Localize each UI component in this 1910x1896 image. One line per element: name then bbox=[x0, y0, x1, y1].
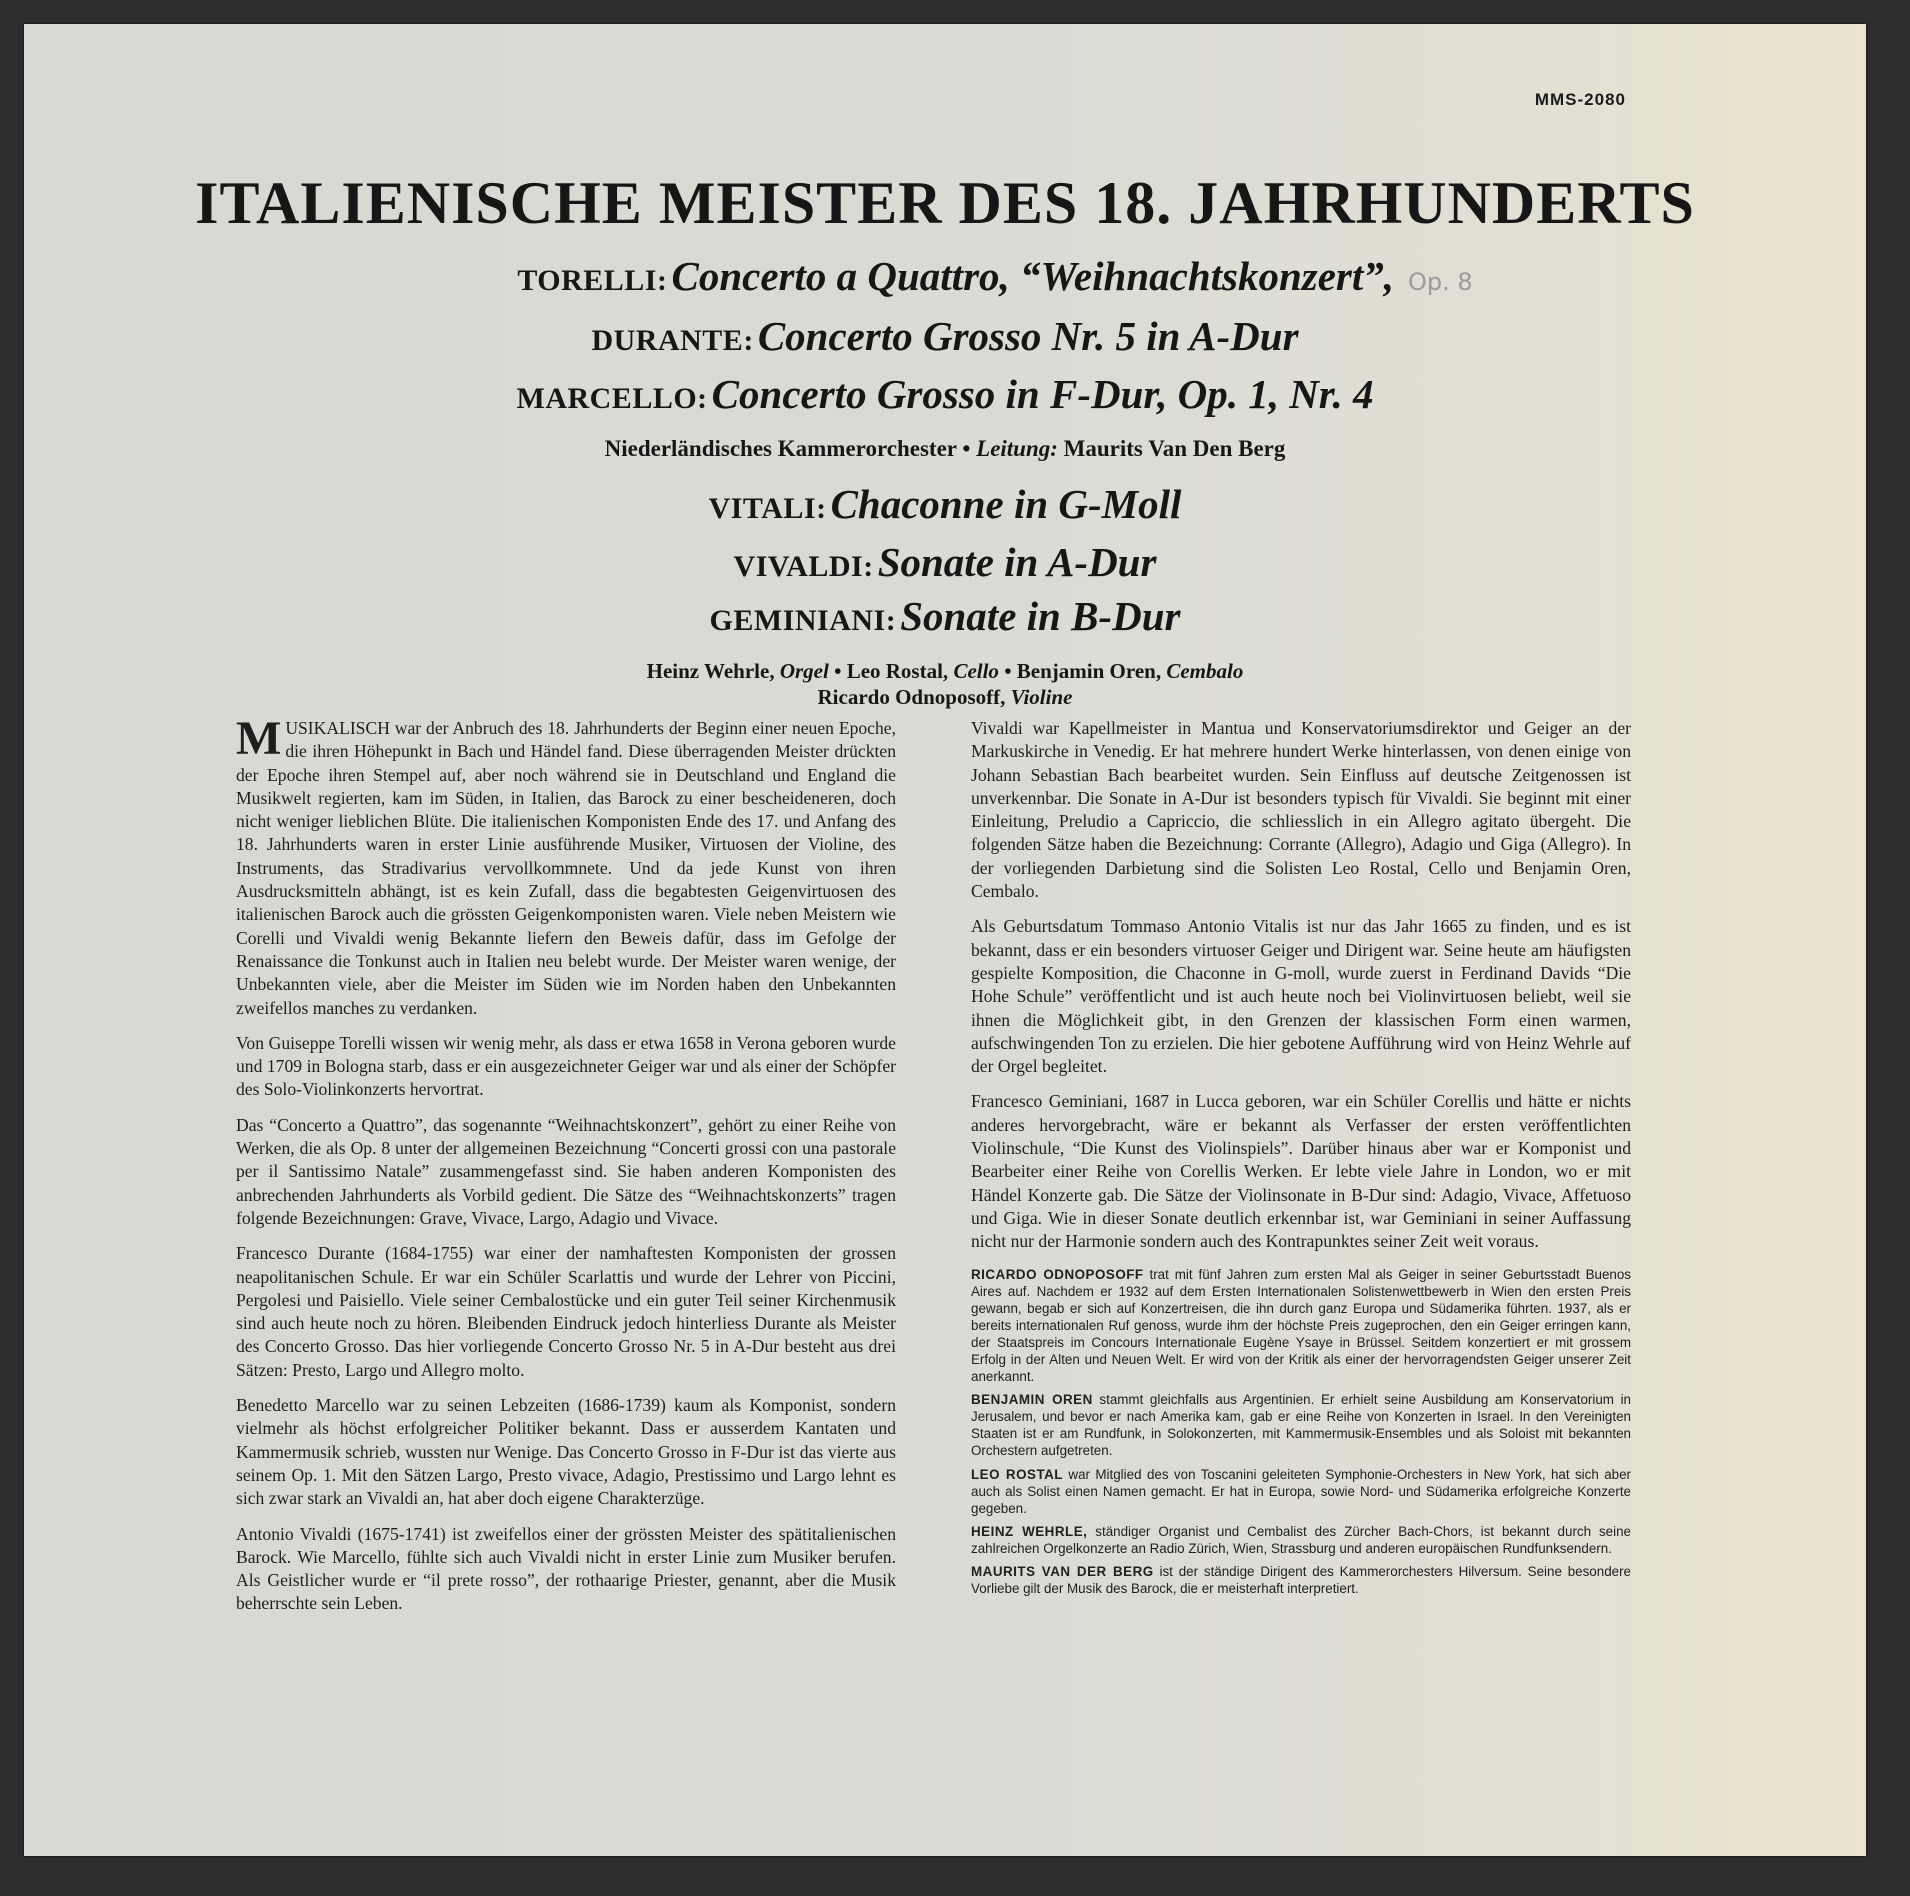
leitung-label: Leitung: bbox=[976, 436, 1058, 461]
paragraph-durante: Francesco Durante (1684-1755) war einer der namhaftesten Komponisten der grossen neapolitanischen Schule. Er war ein Schüler Scarlattis und wurde der Lehrer von Piccini, Pergolesi und Paisiello. Viele seiner Cembalostücke und ein guter Teil seiner Kirchenmusik sind auch heute noch zu hören. Bleibenden Eindruck jedoch hinterliess Durante als Meister des Concerto Grosso. Das hier vorliegende Concerto Grosso Nr. 5 in A-Dur besteht aus drei Sätzen: Presto, Largo und Allegro molto. bbox=[236, 1243, 896, 1380]
work-composer: DURANTE: bbox=[591, 324, 754, 357]
work-composer: MARCELLO: bbox=[516, 382, 708, 415]
soloists-line-1 bbox=[24, 658, 1866, 684]
bio-text: ist der ständige Dirigent des Kammerorchesters Hilversum. Seine besondere Vorliebe gilt der Musik des Barock, die er meisterhaft interpretiert. bbox=[971, 1564, 1631, 1597]
bio-name: HEINZ WEHRLE, bbox=[971, 1523, 1088, 1539]
intro-text: USIKALISCH war der Anbruch des 18. Jahrhunderts der Beginn einer neuen Epoche, die ihren Höhepunkt in Bach und Händel fand. Diese überragenden Meister drückten der Epoche ihren Stempel auf, aber noch während sie in Deutschland und England die Musikwelt regierten, kam im Süden, in Italien, das Barock zu einer bescheideneren, doch nicht weniger lieblichen Blüte. Die italienischen Komponisten Ende des 17. und Anfang des 18. Jahrhunderts waren in erster Linie ausführende Musiker, Virtuosen der Violine, des Instruments, das Stradivarius vervollkommnete. Und da jede Kunst von ihren Ausdrucksmitteln abhängt, ist es kein Zufall, dass die begabtesten Geigenvirtuosen des italienischen Barock auch die grössten Geigenkomponisten waren. Viele neben Meistern wie Corelli und Vivaldi wenig Bekannte liefern den Beweis dafür, dass im Gefolge der Renaissance die Tonkunst auch in Italien neu belebt wurde. Der Meister waren wenige, der Unbekannten viele, aber die Meister im Süden wie im Norden haben den Unbekannten zweifellos manches zu verdanken. bbox=[236, 718, 896, 1018]
liner-notes-left-column bbox=[236, 712, 896, 1628]
paragraph-vivaldi: Antonio Vivaldi (1675-1741) ist zweifellos einer der grössten Meister des spätitalienischen Barock. Wie Marcello, fühlte sich auch Vivaldi nicht in erster Linie zum Musiker berufen. Als Geistlicher wurde er “il prete rosso”, der rothaarige Priester, genannt, aber die Musik beherrschte sein Leben. bbox=[236, 1523, 896, 1614]
bio-name: BENJAMIN OREN bbox=[971, 1392, 1093, 1408]
work-marcello bbox=[24, 371, 1866, 430]
liner-notes-right-column bbox=[971, 717, 1631, 1603]
work-composer: GEMINIANI: bbox=[709, 604, 897, 637]
soloist-instrument: Violine bbox=[1010, 685, 1073, 710]
handwritten-note: Op. 8 bbox=[1408, 268, 1473, 296]
soloist-instrument: Orgel bbox=[779, 659, 829, 683]
bio-name: RICARDO ODNOPOSOFF bbox=[971, 1266, 1144, 1282]
work-vivaldi bbox=[24, 539, 1866, 596]
soloist-name: Benjamin Oren, bbox=[1016, 659, 1162, 683]
work-torelli bbox=[124, 253, 1866, 316]
main-title: ITALIENISCHE MEISTER DES 18. JAHRHUNDERTS bbox=[195, 170, 1695, 236]
work-title: Sonate in B-Dur bbox=[900, 593, 1181, 639]
bio-odnoposoff bbox=[971, 1266, 1631, 1386]
work-title: Concerto Grosso in F-Dur, Op. 1, Nr. 4 bbox=[711, 371, 1374, 417]
separator-dot: • bbox=[962, 436, 971, 461]
paragraph-concerto-quattro: Das “Concerto a Quattro”, das sogenannte “Weihnachtskonzert”, gehört zu einer Reihe von Werken, die als Op. 8 unter der allgemeinen Bezeichnung “Concerti grossi con una pastorale per il Santissimo Natale” zusammengefasst sind. Sie haben anderen Komponisten des anbrechenden Jahrhunderts als Vorbild gedient. Die Sätze des “Weihnachtskonzerts” tragen folgende Bezeichnungen: Grave, Vivace, Largo, Adagio und Vivace. bbox=[236, 1114, 896, 1228]
paragraph-geminiani: Francesco Geminiani, 1687 in Lucca geboren, war ein Schüler Corellis und hätte er nichts anderes hervorgebracht, wäre er bekannt als Verfasser der ersten veröffentlichten Violinschule, “Die Kunst des Violinspiels”. Darüber hinaus aber war er Komponist und Bearbeiter einer Reihe von Corellis Werken. Er lebte viele Jahre in London, wo er mit Händel Konzerte gab. Die Sätze der Violinsonate in B-Dur sind: Adagio, Vivace, Affetuoso und Giga. Wie in dieser Sonate deutlich erkennbar ist, war Geminiani in seiner Auffassung nicht nur der Harmonie sondern auch des Kontrapunktes seiner Zeit weit voraus. bbox=[971, 1091, 1631, 1252]
ensemble-line bbox=[24, 436, 1866, 462]
work-title: Concerto a Quattro, “Weihnachtskonzert”, bbox=[671, 253, 1395, 299]
work-geminiani bbox=[24, 593, 1866, 654]
work-vitali bbox=[24, 481, 1866, 542]
bio-text: stammt gleichfalls aus Argentinien. Er erhielt seine Ausbildung am Konservatorium in Jerusalem, und bevor er nach Amerika kam, gab er eine Reihe von Konzerten in Israel. In den Vereinigten Staaten ist er am Rundfunk, in Solokonzerten, mit Kammermusik-Ensembles und als Soloist mit bekannten Orchestern aufgetreten. bbox=[971, 1392, 1632, 1459]
orchestra-name: Niederländisches Kammerorchester bbox=[604, 436, 957, 461]
work-title: Sonate in A-Dur bbox=[877, 539, 1157, 585]
soloist-name: Heinz Wehrle, bbox=[646, 659, 775, 683]
bio-rostal bbox=[971, 1466, 1631, 1517]
bio-text: war Mitglied des von Toscanini geleiteten Symphonie-Orchesters in New York, hat sich aber auch als Solist einen Namen gemacht. Er hat in Europa, sowie Nord- und Südamerika erfolgreiche Konzerte gegeben. bbox=[971, 1466, 1631, 1516]
bio-name: LEO ROSTAL bbox=[971, 1466, 1063, 1482]
bio-text: trat mit fünf Jahren zum ersten Mal als Geiger in seiner Geburtsstadt Buenos Aires auf. Nachdem er 1932 auf dem Ersten Internationalen Solistenwettbewerb in Wien den ersten Preis gewann, begab er sich auf Konzertreisen, die ihn durch ganz Europa und Südamerika führten. 1937, als er bereits internationalen Ruf genoss, wurde ihm der höchste Preis zugeprochen, den ein Geiger erringen kann, der Staatspreis im Concours Internationale Eugène Ysaye in Brüssel. Seitdem konzertiert er mit grossem Erfolg in der Alten und Neuen Welt. Er wird von der Kritik als einer der hervorragendsten Geiger unserer Zeit anerkannt. bbox=[971, 1266, 1631, 1385]
paragraph-vitali: Als Geburtsdatum Tommaso Antonio Vitalis ist nur das Jahr 1665 zu finden, und es ist bekannt, dass er ein besonders virtuoser Geiger und Dirigent war. Seine heute am häufigsten gespielte Komposition, die Chaconne in G-moll, wurde zuerst in Ferdinand Davids “Die Hohe Schule” veröffentlicht und ist auch heute noch bei Violinvirtuosen beliebt, weil sie ihnen die Möglichkeit gibt, in den Grenzen der klassischen Form einen warmen, aufschwingenden Ton zu erzielen. Die hier gebotene Aufführung wird von Heinz Wehrle auf der Orgel begleitet. bbox=[971, 916, 1631, 1077]
work-title: Concerto Grosso Nr. 5 in A-Dur bbox=[757, 313, 1299, 359]
work-durante bbox=[24, 313, 1866, 374]
work-composer: TORELLI: bbox=[517, 264, 668, 297]
record-sleeve-back bbox=[24, 24, 1866, 1856]
bio-text: ständiger Organist und Cembalist des Zürcher Bach-Chors, ist bekannt durch seine zahlreichen Orgelkonzerte an Radio Zürich, Wien, Strassburg und anderen europäischen Rundfunksendern. bbox=[971, 1523, 1631, 1556]
intro-paragraph bbox=[236, 712, 896, 1020]
soloists-credits bbox=[24, 658, 1866, 711]
work-title: Chaconne in G-Moll bbox=[830, 481, 1182, 527]
bio-van-der-berg bbox=[971, 1563, 1631, 1597]
soloist-name: Leo Rostal, bbox=[846, 659, 949, 683]
paragraph-marcello: Benedetto Marcello war zu seinen Lebzeiten (1686-1739) kaum als Komponist, sondern vielmehr als höchst erfolgreicher Politiker bekannt. Dass er ausserdem Kantaten und Kammermusik schrieb, wussten nur Wenige. Das Concerto Grosso in F-Dur ist das vierte aus seinem Op. 1. Mit den Sätzen Largo, Presto vivace, Adagio, Prestissimo und Largo lehnt es sich zwar stark an Vivaldi an, hat aber doch eigene Charakterzüge. bbox=[236, 1395, 896, 1509]
header bbox=[24, 169, 1866, 711]
work-composer: VIVALDI: bbox=[733, 550, 874, 583]
bio-name: MAURITS VAN DER BERG bbox=[971, 1564, 1154, 1580]
bio-oren bbox=[971, 1391, 1631, 1459]
conductor-name: Maurits Van Den Berg bbox=[1063, 436, 1286, 461]
bio-wehrle bbox=[971, 1523, 1631, 1557]
soloists-line-2 bbox=[24, 684, 1866, 710]
work-composer: VITALI: bbox=[708, 492, 827, 525]
separator-dot: • bbox=[1004, 659, 1012, 683]
paragraph-vivaldi-cont: Vivaldi war Kapellmeister in Mantua und Konservatoriumsdirektor und Geiger an der Markuskirche in Venedig. Er hat mehrere hundert Werke hinterlassen, von denen einige von Johann Sebastian Bach bearbeitet wurden. Sein Einfluss auf deutsche Zeitgenossen ist unverkennbar. Die Sonate in A-Dur ist besonders typisch für Vivaldi. Sie beginnt mit einer Einleitung, Preludio a Capriccio, die schliesslich in ein Allegro agitato übergeht. Die folgenden Sätze haben die Bezeichnung: Corrante (Allegro), Adagio und Giga (Allegro). In der vorliegenden Darbietung sind die Solisten Leo Rostal, Cello und Benjamin Oren, Cembalo. bbox=[971, 718, 1631, 902]
soloist-name: Ricardo Odnoposoff, bbox=[817, 685, 1006, 710]
catalog-number: MMS-2080 bbox=[1534, 90, 1626, 109]
drop-cap: M bbox=[236, 712, 282, 765]
soloist-instrument: Cello bbox=[953, 659, 999, 683]
soloist-instrument: Cembalo bbox=[1166, 659, 1244, 683]
paragraph-torelli: Von Guiseppe Torelli wissen wir wenig mehr, als dass er etwa 1658 in Verona geboren wurde und 1709 in Bologna starb, dass er ein ausgezeichneter Geiger war und als einer der Schöpfer des Solo-Violinkonzerts hervortrat. bbox=[236, 1032, 896, 1100]
separator-dot: • bbox=[834, 659, 842, 683]
